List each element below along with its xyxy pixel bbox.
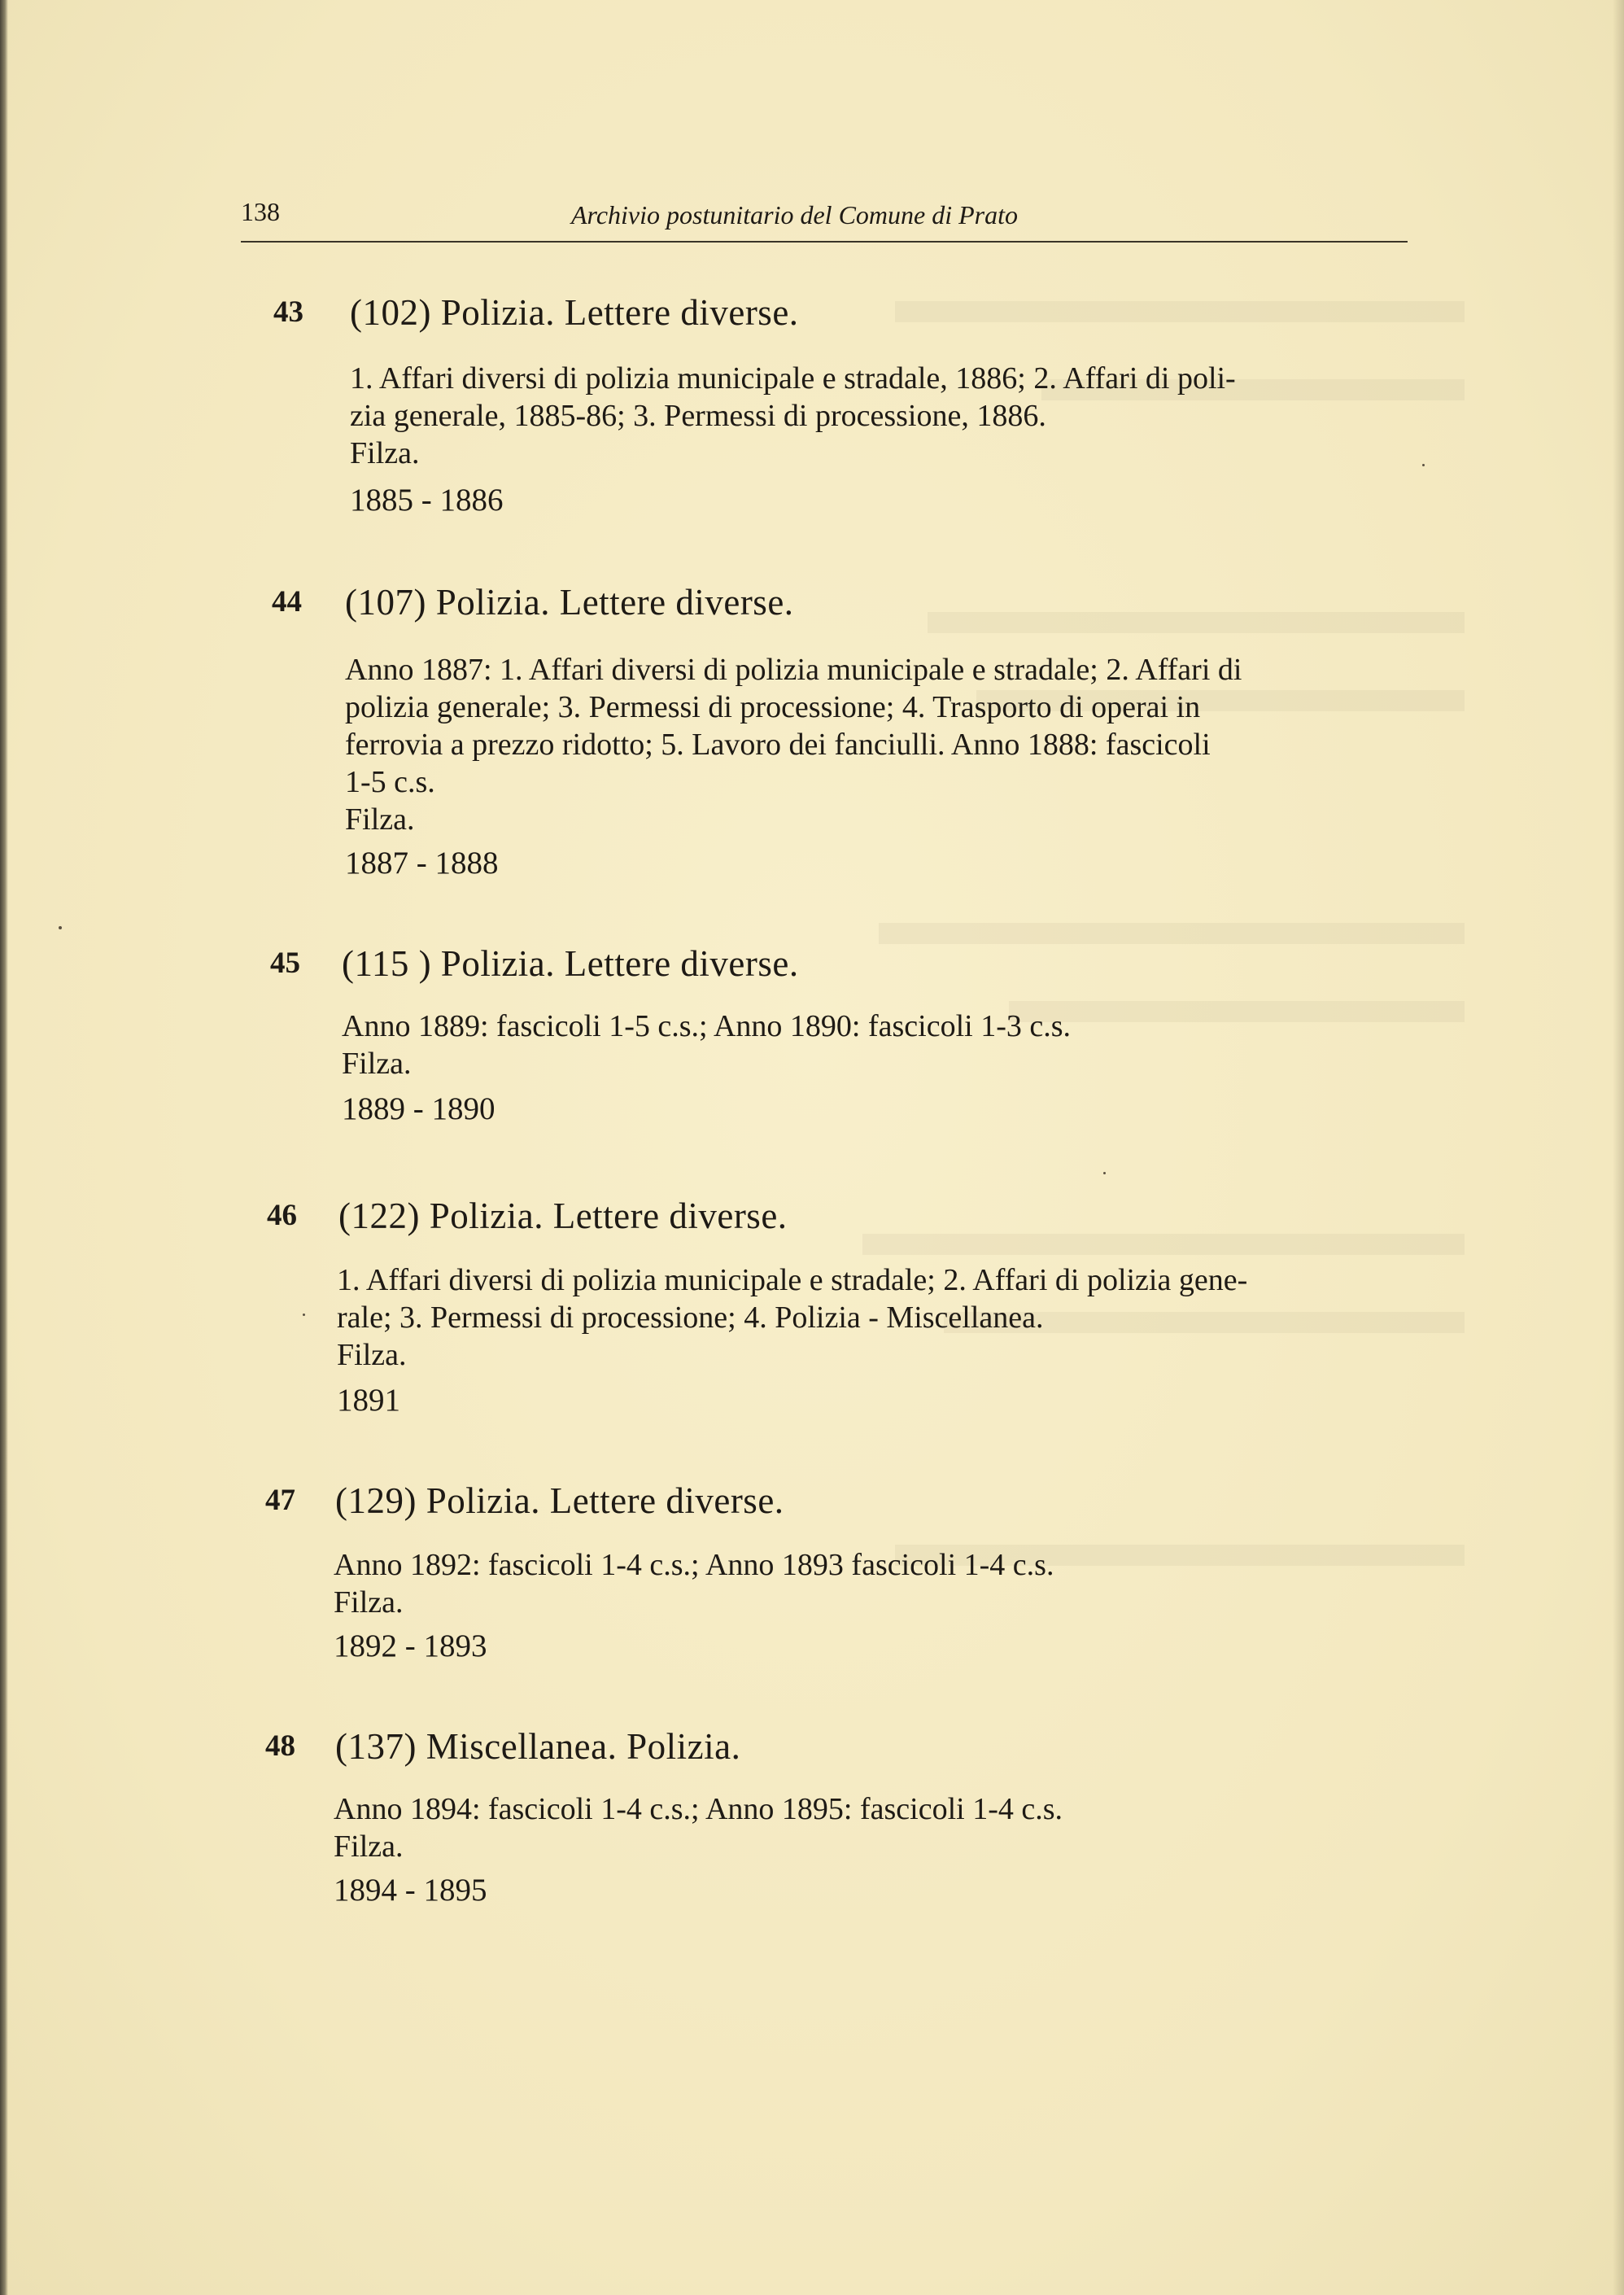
- entry-description: [337, 1261, 1427, 1374]
- entry-number: 47: [265, 1484, 295, 1517]
- entry-type: Filza.: [345, 802, 415, 837]
- entry-dates: 1885 - 1886: [350, 483, 504, 518]
- entry-title: (122) Polizia. Lettere diverse.: [338, 1196, 788, 1236]
- scan-speck: [59, 926, 62, 929]
- page-number: 138: [241, 197, 280, 226]
- description-line: Anno 1894: fascicoli 1-4 c.s.; Anno 1895: fascicoli 1-4 c.s.: [334, 1792, 1063, 1826]
- entry-title: (129) Polizia. Lettere diverse.: [335, 1480, 784, 1521]
- entry-type: Filza.: [337, 1338, 407, 1372]
- description-line: Anno 1887: 1. Affari diversi di polizia municipale e stradale; 2. Affari di: [345, 653, 1242, 687]
- entry-number: 48: [265, 1729, 295, 1763]
- entry-dates: 1889 - 1890: [342, 1091, 495, 1126]
- entry-type: Filza.: [350, 436, 420, 470]
- description-line: Anno 1892: fascicoli 1-4 c.s.; Anno 1893 fascicoli 1-4 c.s.: [334, 1548, 1054, 1582]
- page-right-shadow: [1613, 0, 1624, 2295]
- scan-speck: [1103, 1172, 1106, 1174]
- description-line: ferrovia a prezzo ridotto; 5. Lavoro dei fanciulli. Anno 1888: fascicoli: [345, 728, 1211, 762]
- description-line: zia generale, 1885-86; 3. Permessi di processione, 1886.: [350, 399, 1046, 433]
- page-left-edge: [0, 0, 8, 2295]
- entry-number: 45: [270, 946, 300, 980]
- entry-type: Filza.: [342, 1047, 412, 1081]
- entry-title: (115 ) Polizia. Lettere diverse.: [342, 943, 799, 984]
- entry-dates: 1891: [337, 1383, 400, 1418]
- scan-speck: [1422, 464, 1425, 466]
- description-line: 1. Affari diversi di polizia municipale e stradale; 2. Affari di polizia gene-: [337, 1263, 1248, 1297]
- running-header: [241, 192, 1408, 243]
- entry-description: [350, 360, 1437, 472]
- entry-number: 44: [272, 585, 302, 619]
- entry-description: [334, 1790, 1424, 1865]
- entry-number: 46: [267, 1199, 297, 1232]
- entry-description: [345, 651, 1432, 838]
- entry-dates: 1894 - 1895: [334, 1873, 487, 1908]
- description-line: Anno 1889: fascicoli 1-5 c.s.; Anno 1890: fascicoli 1-3 c.s.: [342, 1009, 1072, 1043]
- entry-title: (137) Miscellanea. Polizia.: [335, 1726, 741, 1767]
- entry-dates: 1887 - 1888: [345, 846, 499, 881]
- description-line: 1. Affari diversi di polizia municipale e stradale, 1886; 2. Affari di poli-: [350, 361, 1236, 396]
- entry-title: (107) Polizia. Lettere diverse.: [345, 582, 794, 623]
- entry-title: (102) Polizia. Lettere diverse.: [350, 292, 799, 333]
- entry-dates: 1892 - 1893: [334, 1628, 487, 1663]
- scan-speck: [303, 1314, 305, 1316]
- description-line: rale; 3. Permessi di processione; 4. Polizia - Miscellanea.: [337, 1300, 1044, 1335]
- entry-description: [334, 1546, 1424, 1621]
- entry-number: 43: [273, 295, 303, 329]
- entry-type: Filza.: [334, 1829, 404, 1864]
- description-line: 1-5 c.s.: [345, 765, 435, 799]
- entry-type: Filza.: [334, 1585, 404, 1620]
- entry-description: [342, 1008, 1429, 1082]
- description-line: polizia generale; 3. Permessi di processione; 4. Trasporto di operai in: [345, 690, 1201, 724]
- running-title: Archivio postunitario del Comune di Prato: [571, 200, 1018, 230]
